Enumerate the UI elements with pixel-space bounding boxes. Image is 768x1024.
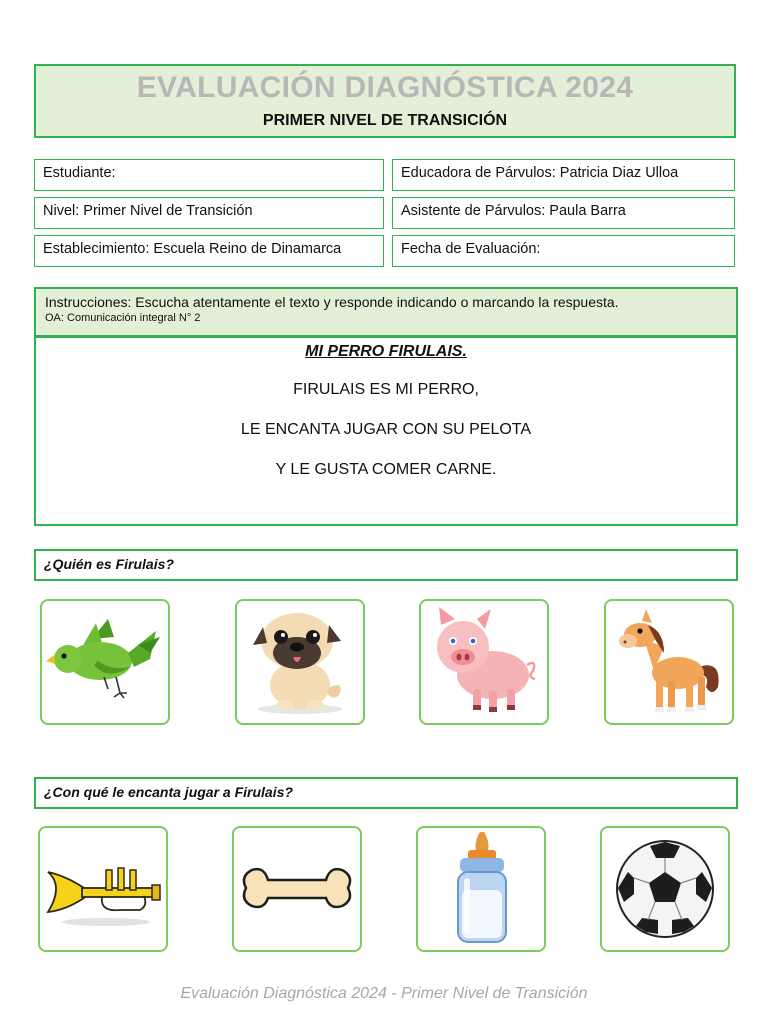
baby-bottle-icon <box>418 828 544 950</box>
question-1: ¿Quién es Firulais? <box>34 549 738 581</box>
horse-icon <box>606 601 732 723</box>
header-box <box>34 64 736 138</box>
option-bird[interactable] <box>40 599 170 725</box>
student-field[interactable]: Estudiante: <box>34 159 384 191</box>
option-soccer-ball[interactable] <box>600 826 730 952</box>
story-line-2: LE ENCANTA JUGAR CON SU PELOTA <box>240 421 532 438</box>
evaluation-date-field[interactable]: Fecha de Evaluación: <box>392 235 735 267</box>
option-trumpet[interactable] <box>38 826 168 952</box>
school-field: Establecimiento: Escuela Reino de Dinamarca <box>34 235 384 267</box>
instructions-text: Instrucciones: Escucha atentamente el texto y responde indicando o marcando la respuesta. <box>45 294 619 310</box>
story-line-3: Y LE GUSTA COMER CARNE. <box>275 461 497 478</box>
page-subtitle: PRIMER NIVEL DE TRANSICIÓN <box>262 112 508 129</box>
page-title: EVALUACIÓN DIAGNÓSTICA 2024 <box>136 71 634 104</box>
assistant-field: Asistente de Párvulos: Paula Barra <box>392 197 735 229</box>
story-box <box>34 336 738 526</box>
page-footer: Evaluación Diagnóstica 2024 - Primer Nivel de Transición <box>180 985 588 1002</box>
story-title: MI PERRO FIRULAIS. <box>305 343 467 360</box>
option-pug-dog[interactable] <box>235 599 365 725</box>
pug-dog-icon <box>237 601 363 723</box>
pig-icon <box>421 601 547 723</box>
level-field: Nivel: Primer Nivel de Transición <box>34 197 384 229</box>
trumpet-icon <box>40 828 166 950</box>
option-bone[interactable] <box>232 826 362 952</box>
oa-label: OA: Comunicación integral N° 2 <box>45 312 201 324</box>
option-baby-bottle[interactable] <box>416 826 546 952</box>
soccer-ball-icon <box>602 828 728 950</box>
educator-field: Educadora de Párvulos: Patricia Diaz Ulloa <box>392 159 735 191</box>
bone-icon <box>234 828 360 950</box>
bird-icon <box>42 601 168 723</box>
instructions-box <box>34 287 738 337</box>
question-2: ¿Con qué le encanta jugar a Firulais? <box>34 777 738 809</box>
option-horse[interactable] <box>604 599 734 725</box>
option-pig[interactable] <box>419 599 549 725</box>
story-line-1: FIRULAIS ES MI PERRO, <box>293 381 479 398</box>
